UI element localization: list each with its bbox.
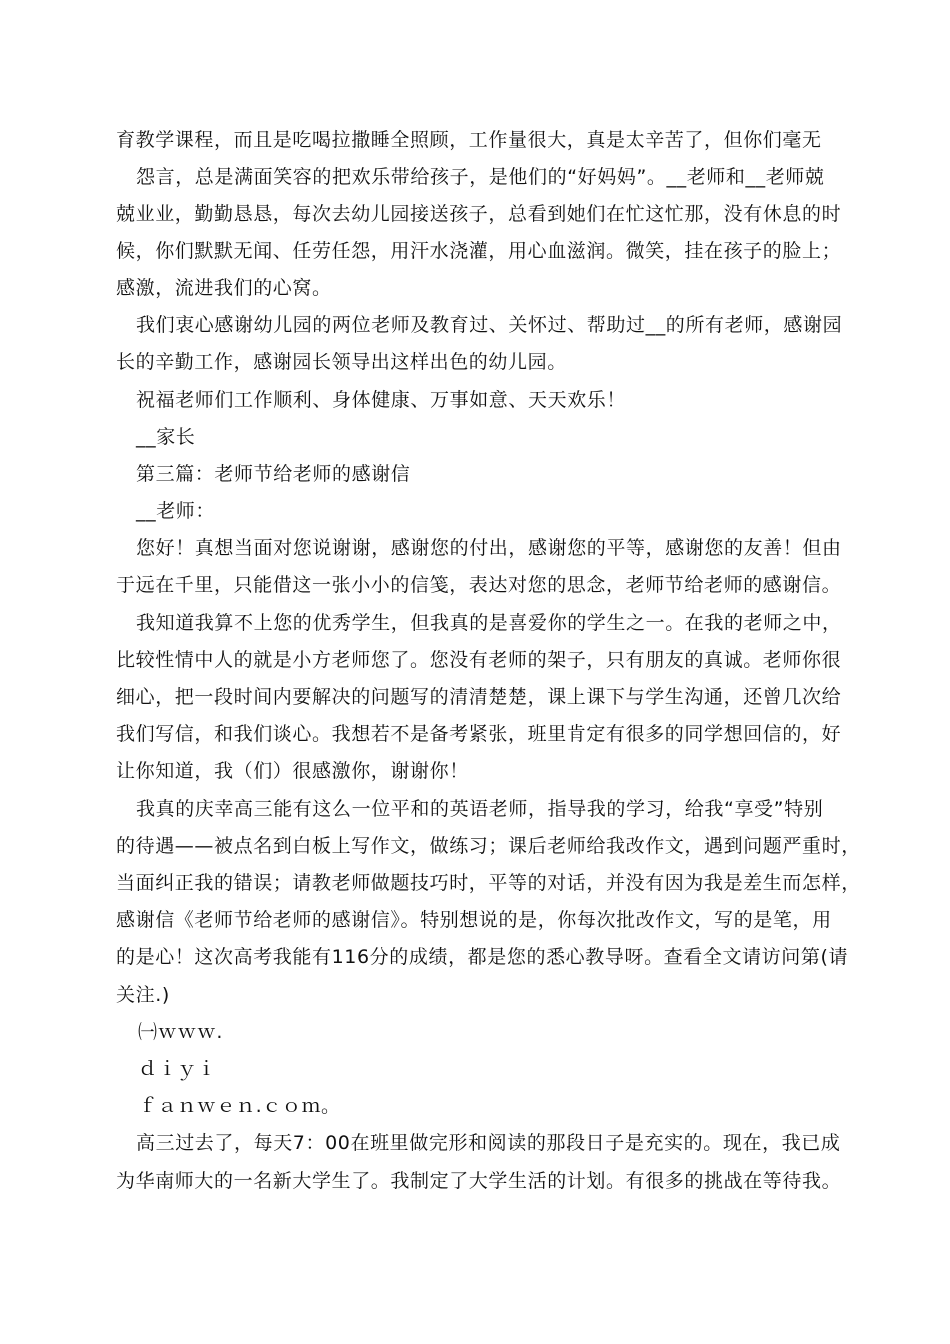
text-line: 长的辛勤工作，感谢园长领导出这样出色的幼儿园。 (116, 351, 567, 373)
section-heading: 第三篇：老师节给老师的感谢信 (136, 463, 411, 485)
salutation-line: __老师： (136, 500, 216, 522)
text-line: 于远在千里，只能借这一张小小的信笺，表达对您的思念，老师节给老师的感谢信。 (116, 574, 842, 596)
text-line: 细心，把一段时间内要解决的问题写的清清楚楚，课上课下与学生沟通，还曾几次给 (116, 686, 842, 708)
text-line: 当面纠正我的错误；请教老师做题技巧时，平等的对话，并没有因为我是差生而怎样， (116, 872, 861, 894)
text-line: 让你知道，我（们）很感激你，谢谢你！ (116, 760, 469, 782)
text-line: 我知道我算不上您的优秀学生，但我真的是喜爱你的学生之一。在我的老师之中， (136, 612, 842, 634)
text-line: 您好！真想当面对您说谢谢，感谢您的付出，感谢您的平等，感谢您的友善！但由 (136, 537, 842, 559)
text-line: 祝福老师们工作顺利、身体健康、万事如意、天天欢乐！ (136, 389, 627, 411)
text-line: 我们写信，和我们谈心。我想若不是备考紧张，班里肯定有很多的同学想回信的，好 (116, 723, 842, 745)
text-line: 高三过去了，每天7：00在班里做完形和阅读的那段日子是充实的。现在，我已成 (136, 1132, 841, 1154)
text-line: ｆａｎｗｅｎ.ｃｏｍ。 (138, 1095, 341, 1117)
text-line: 育教学课程，而且是吃喝拉撒睡全照顾，工作量很大，真是太辛苦了，但你们毫无 (116, 129, 822, 151)
text-line: ㈠ｗｗｗ. (138, 1021, 224, 1043)
text-line: 为华南师大的一名新大学生了。我制定了大学生活的计划。有很多的挑战在等待我。 (116, 1170, 842, 1192)
text-line: 我真的庆幸高三能有这么一位平和的英语老师，指导我的学习，给我“享受”特别 (136, 798, 824, 820)
text-line: 的是心！这次高考我能有116分的成绩，都是您的悉心教导呀。查看全文请访问第(请 (116, 946, 849, 968)
text-line: 的待遇——被点名到白板上写作文，做练习；课后老师给我改作文，遇到问题严重时， (116, 835, 861, 857)
text-line: 怨言，总是满面笑容的把欢乐带给孩子，是他们的“好妈妈”。__老师和__老师兢 (136, 166, 825, 188)
text-line: 感激，流进我们的心窝。 (116, 277, 332, 299)
signature-line: __家长 (136, 426, 196, 448)
text-line: 感谢信《老师节给老师的感谢信》。特别想说的是，你每次批改作文，写的是笔，用 (116, 909, 832, 931)
text-line: 关注.) (116, 984, 170, 1006)
text-line: 候，你们默默无闻、任劳任怨，用汗水浇灌，用心血滋润。微笑，挂在孩子的脸上； (116, 240, 842, 262)
text-line: 比较性情中人的就是小方老师您了。您没有老师的架子，只有朋友的真诚。老师你很 (116, 649, 842, 671)
text-line: 兢业业，勤勤恳恳，每次去幼儿园接送孩子，总看到她们在忙这忙那，没有休息的时 (116, 203, 842, 225)
text-line: ｄｉｙｉ (138, 1058, 217, 1080)
text-line: 我们衷心感谢幼儿园的两位老师及教育过、关怀过、帮助过__的所有老师，感谢园 (136, 314, 843, 336)
